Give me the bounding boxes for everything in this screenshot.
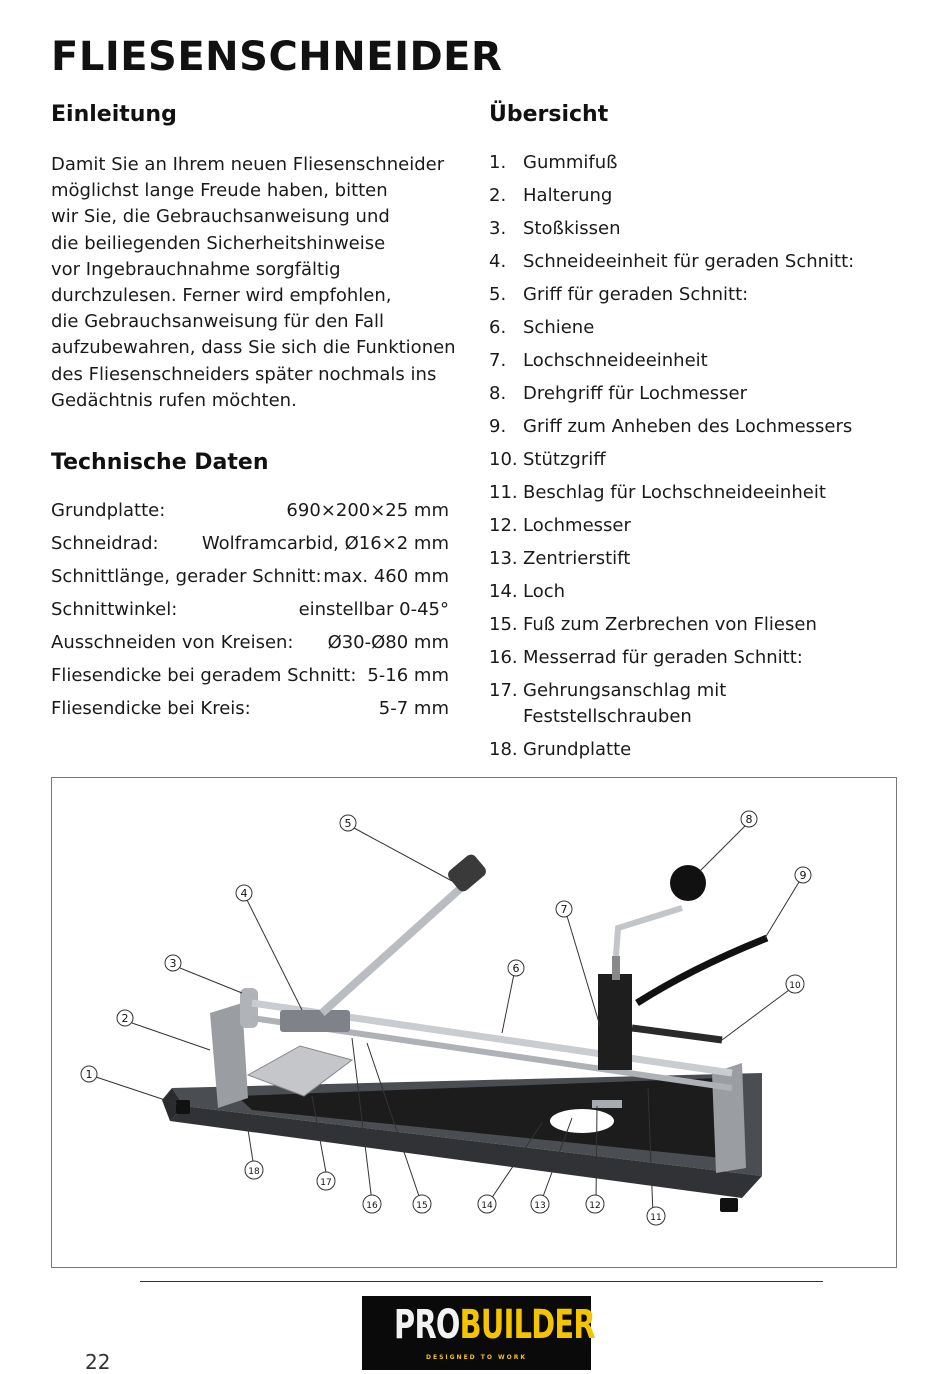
item-number: 14. — [489, 581, 518, 602]
logo-builder: BUILDER — [459, 1302, 595, 1348]
item-text: Griff zum Anheben des Lochmessers — [523, 416, 853, 437]
item-number: 6. — [489, 317, 507, 338]
item-number: 7. — [489, 350, 507, 371]
overview-heading: Übersicht — [489, 102, 609, 127]
logo-pro: PRO — [394, 1302, 460, 1348]
list-item — [489, 150, 929, 176]
list-item — [489, 447, 929, 473]
item-text: Drehgriff für Lochmesser — [523, 383, 748, 404]
item-text: Lochschneideeinheit — [523, 350, 708, 371]
intro-line: Gedächtnis rufen möchten. — [51, 389, 297, 411]
logo-tagline: DESIGNED TO WORK — [425, 1354, 528, 1361]
hole-shape — [550, 1109, 614, 1133]
bumper-shape — [240, 988, 258, 1028]
spec-value: 5-7 mm — [378, 698, 449, 719]
item-text-line: Feststellschrauben — [523, 706, 692, 727]
callout-2-holder — [117, 1010, 133, 1026]
spec-label: Ausschneiden von Kreisen: — [51, 632, 294, 653]
list-item — [489, 546, 929, 572]
item-number: 13. — [489, 548, 518, 569]
tile-cutter-illustration — [52, 778, 896, 1267]
rubber-foot-shape — [176, 1100, 190, 1114]
list-item — [489, 737, 929, 763]
specs-table — [51, 497, 449, 728]
list-item — [489, 348, 929, 374]
item-number: 11. — [489, 482, 518, 503]
item-number: 5. — [489, 284, 507, 305]
callout-label: 11 — [650, 1213, 662, 1223]
callout-label: 2 — [121, 1012, 129, 1025]
callout-label: 4 — [240, 887, 248, 900]
intro-text — [51, 152, 466, 414]
spec-row — [51, 497, 449, 530]
intro-line: durchzulesen. Ferner wird empfohlen, — [51, 285, 392, 307]
cutting-unit-shape — [280, 1010, 350, 1032]
spec-value: 690×200×25 mm — [286, 500, 449, 521]
callout-6-rail — [508, 960, 524, 976]
callout-label: 13 — [534, 1201, 546, 1211]
callout-label: 1 — [85, 1068, 93, 1081]
item-number: 18. — [489, 739, 518, 760]
footer-divider — [140, 1281, 823, 1282]
callout-label: 9 — [799, 869, 807, 882]
parts-list — [489, 150, 929, 770]
handle-grip-shape — [446, 852, 489, 894]
list-item — [489, 381, 929, 407]
item-number: 3. — [489, 218, 507, 239]
callout-11-fitting — [647, 1207, 665, 1225]
list-item — [489, 612, 929, 638]
specs-heading: Technische Daten — [51, 450, 269, 475]
page-number: 22 — [85, 1350, 111, 1374]
spec-row — [51, 695, 449, 728]
spec-label: Fliesendicke bei Kreis: — [51, 698, 251, 719]
spec-value: einstellbar 0-45° — [298, 599, 449, 620]
handle-bar-shape — [322, 878, 472, 1013]
list-item — [489, 480, 929, 506]
list-item — [489, 249, 929, 275]
list-item — [489, 513, 929, 539]
callout-14-hole — [478, 1195, 496, 1213]
callout-12-hole-cutter — [586, 1195, 604, 1213]
callout-15-breaking-foot — [413, 1195, 431, 1213]
spec-row — [51, 563, 449, 596]
item-number: 1. — [489, 152, 507, 173]
callout-label: 14 — [481, 1201, 493, 1211]
item-text: Stützgriff — [523, 449, 606, 470]
callout-label: 5 — [344, 817, 352, 830]
item-text — [523, 678, 929, 730]
hole-cutting-unit-shape — [598, 974, 632, 1070]
item-number: 17. — [489, 680, 518, 701]
item-text: Schiene — [523, 317, 595, 338]
item-number: 15. — [489, 614, 518, 635]
callout-label: 18 — [248, 1167, 260, 1177]
item-number: 12. — [489, 515, 518, 536]
item-number: 8. — [489, 383, 507, 404]
logo-wordmark — [394, 1302, 595, 1348]
item-text: Messerrad für geraden Schnitt: — [523, 647, 803, 668]
callout-label: 15 — [416, 1201, 428, 1211]
callout-18-base-plate — [245, 1161, 263, 1179]
spec-row — [51, 662, 449, 695]
intro-line: wir Sie, die Gebrauchsanweisung und — [51, 206, 390, 228]
tile-cutter-figure — [51, 777, 897, 1268]
right-holder-shape — [712, 1063, 746, 1173]
item-text: Halterung — [523, 185, 613, 206]
page-title: FLIESENSCHNEIDER — [51, 34, 503, 80]
callout-label: 8 — [745, 813, 753, 826]
item-text: Griff für geraden Schnitt: — [523, 284, 749, 305]
list-item — [489, 183, 929, 209]
callout-label: 17 — [320, 1178, 332, 1188]
list-item — [489, 579, 929, 605]
spec-label: Schnittwinkel: — [51, 599, 178, 620]
callout-label: 12 — [589, 1201, 601, 1211]
spec-row — [51, 629, 449, 662]
callout-16-cutting-wheel — [363, 1195, 381, 1213]
callout-label: 3 — [169, 957, 177, 970]
intro-line: Damit Sie an Ihrem neuen Fliesenschneider — [51, 154, 445, 175]
item-text: Lochmesser — [523, 515, 631, 536]
callout-3-bumper — [165, 955, 181, 971]
intro-line: die beiliegenden Sicherheitshinweise — [51, 232, 386, 254]
list-item — [489, 216, 929, 242]
item-number: 2. — [489, 185, 507, 206]
callout-9-lift-handle — [795, 867, 811, 883]
spec-label: Fliesendicke bei geradem Schnitt: — [51, 665, 357, 686]
item-text: Schneideeinheit für geraden Schnitt: — [523, 251, 855, 272]
list-item — [489, 282, 929, 308]
item-number: 16. — [489, 647, 518, 668]
callout-label: 7 — [560, 903, 568, 916]
rubber-foot-shape — [720, 1198, 738, 1212]
intro-line: möglichst lange Freude haben, bitten — [51, 180, 388, 202]
list-item — [489, 678, 929, 730]
callout-label: 16 — [366, 1201, 378, 1211]
item-number: 9. — [489, 416, 507, 437]
intro-line: vor Ingebrauchnahme sorgfältig — [51, 258, 341, 280]
intro-line: des Fliesenschneiders später nochmals ins — [51, 363, 437, 385]
crank-shape — [616, 908, 682, 956]
spec-label: Schneidrad: — [51, 533, 159, 554]
list-item — [489, 414, 929, 440]
callout-4-cutting-unit — [236, 885, 252, 901]
callout-8-rotary-handle — [741, 811, 757, 827]
callout-label: 6 — [512, 962, 520, 975]
spindle-shape — [612, 956, 620, 980]
lift-handle-shape — [637, 938, 767, 1003]
spec-label: Schnittlänge, gerader Schnitt: — [51, 566, 322, 587]
list-item — [489, 315, 929, 341]
callout-13-centering-pin — [531, 1195, 549, 1213]
list-item — [489, 645, 929, 671]
spec-label: Grundplatte: — [51, 500, 166, 521]
item-text-line: Gehrungsanschlag mit — [523, 680, 727, 701]
spec-row — [51, 530, 449, 563]
item-text: Loch — [523, 581, 566, 602]
item-text: Grundplatte — [523, 739, 632, 760]
callout-10-support-handle — [786, 975, 804, 993]
item-number: 4. — [489, 251, 507, 272]
callout-1-rubber-foot — [81, 1066, 97, 1082]
spec-value: max. 460 mm — [323, 566, 449, 587]
callout-17-miter-stop — [317, 1172, 335, 1190]
spec-value: 5-16 mm — [367, 665, 449, 686]
item-text: Stoßkissen — [523, 218, 621, 239]
item-text: Zentrierstift — [523, 548, 631, 569]
support-handle-shape — [632, 1028, 722, 1040]
spec-row — [51, 596, 449, 629]
callout-7-hole-cutting-unit — [556, 901, 572, 917]
callout-label: 10 — [789, 981, 801, 991]
intro-heading: Einleitung — [51, 102, 177, 127]
spec-value: Ø30-Ø80 mm — [327, 632, 449, 653]
item-number: 10. — [489, 449, 518, 470]
callout-5-handle — [340, 815, 356, 831]
item-text: Fuß zum Zerbrechen von Fliesen — [523, 614, 817, 635]
intro-line: aufzubewahren, dass Sie sich die Funktionen — [51, 337, 456, 359]
item-text: Beschlag für Lochschneideeinheit — [523, 482, 826, 503]
spec-value: Wolframcarbid, Ø16×2 mm — [201, 533, 449, 554]
intro-line: die Gebrauchsanweisung für den Fall — [51, 311, 384, 333]
probuilder-logo — [362, 1296, 595, 1370]
item-text: Gummifuß — [523, 152, 618, 173]
